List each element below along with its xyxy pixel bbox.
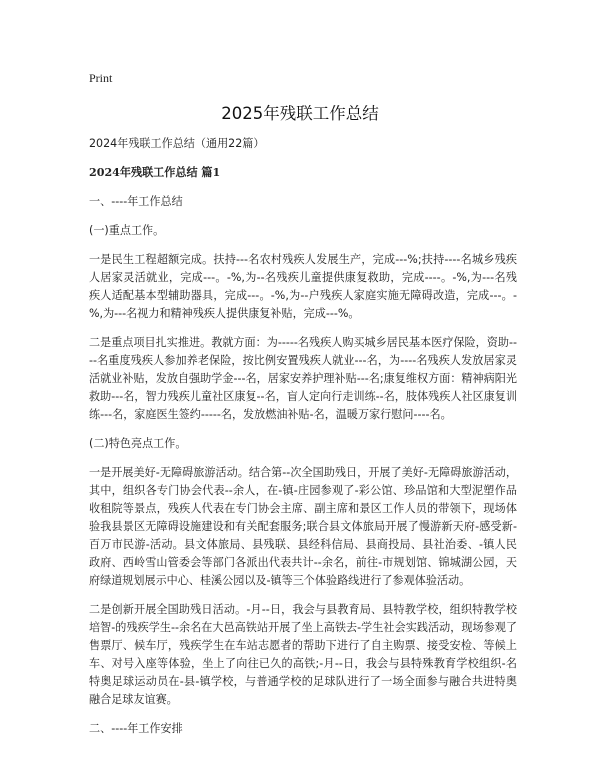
section-title: 2024年残联工作总结 篇1 — [89, 166, 221, 179]
subheading-highlights: (二)特色亮点工作。 — [89, 437, 187, 450]
heading-plan: 二、----年工作安排 — [89, 722, 183, 735]
paragraph-disability-day: 二是创新开展全国助残日活动。-月--日，我会与县教育局、县特教学校，组织特教学校培智-的残疾学生--余名在大邑高铁站开展了坐上高铁去-学生社会实践活动，现场参观了售票厅、候车厅，残疾学生在车站志愿者的帮助下进行了自主购票、接受安检、等候上车、对号入座等体验，坐上了向往已久的高铁;-月--日，我会与县特殊教育学校组织-名特奥足球运动员在-县-镇学校，与普通学校的足球队进行了一场全面参与融合共进特奥融合足球友谊赛。 — [89, 603, 517, 706]
document-title: 2025年残联工作总结 — [221, 104, 379, 123]
document-subtitle: 2024年残联工作总结（通用22篇） — [89, 137, 265, 150]
heading-summary: 一、----年工作总结 — [89, 195, 183, 208]
paragraph-livelihood: 一是民生工程超额完成。扶持---名农村残疾人发展生产，完成---%;扶持----名城乡残疾人居家灵活就业，完成---。-%,为--名残疾儿童提供康复救助，完成----。-%,为---名残疾人适配基本型辅助器具，完成---。-%,为--户残疾人家庭实施无障碍改造，完成---。-%,为---名视力和精神残疾人提供康复补贴，完成---%。 — [89, 253, 517, 320]
subheading-key-work: (一)重点工作。 — [89, 224, 165, 237]
print-link[interactable]: Print — [89, 71, 113, 85]
paragraph-accessible-tourism: 一是开展美好-无障碍旅游活动。结合第--次全国助残日，开展了美好-无障碍旅游活动，其中，组织各专门协会代表--余人，在-镇-庄园参观了-彩公馆、珍品馆和大型泥塑作品收租院等景点，残疾人代表在专门协会主席、副主席和景区工作人员的带领下，现场体验我县景区无障碍设施建设和有关配套服务;联合县文体旅局开展了慢游新天府-感受新-百万市民游-活动。县文体旅局、县残联、县经科信局、县商投局、县社治委、-镇人民政府、西岭雪山管委会等部门各派出代表共计--余名，前往-市规划馆、锦城湖公园，天府绿道规划展示中心、桂溪公园以及-镇等三个体验路线进行了参观体验活动。 — [89, 466, 517, 587]
document-body — [89, 135, 517, 738]
paragraph-key-projects: 二是重点项目扎实推进。教就方面：为-----名残疾人购买城乡居民基本医疗保险，资助----名重度残疾人参加养老保险，按比例安置残疾人就业---名，为----名残疾人发放居家灵活就业补贴，发放自强助学金---名，居家安养护理补贴---名;康复维权方面：精神病阳光救助---名，智力残疾儿童社区康复--名，盲人定向行走训练--名，肢体残疾人社区康复训练---名，家庭医生签约-----名，发放燃油补贴-名，温暖万家行慰问----名。 — [89, 336, 517, 421]
